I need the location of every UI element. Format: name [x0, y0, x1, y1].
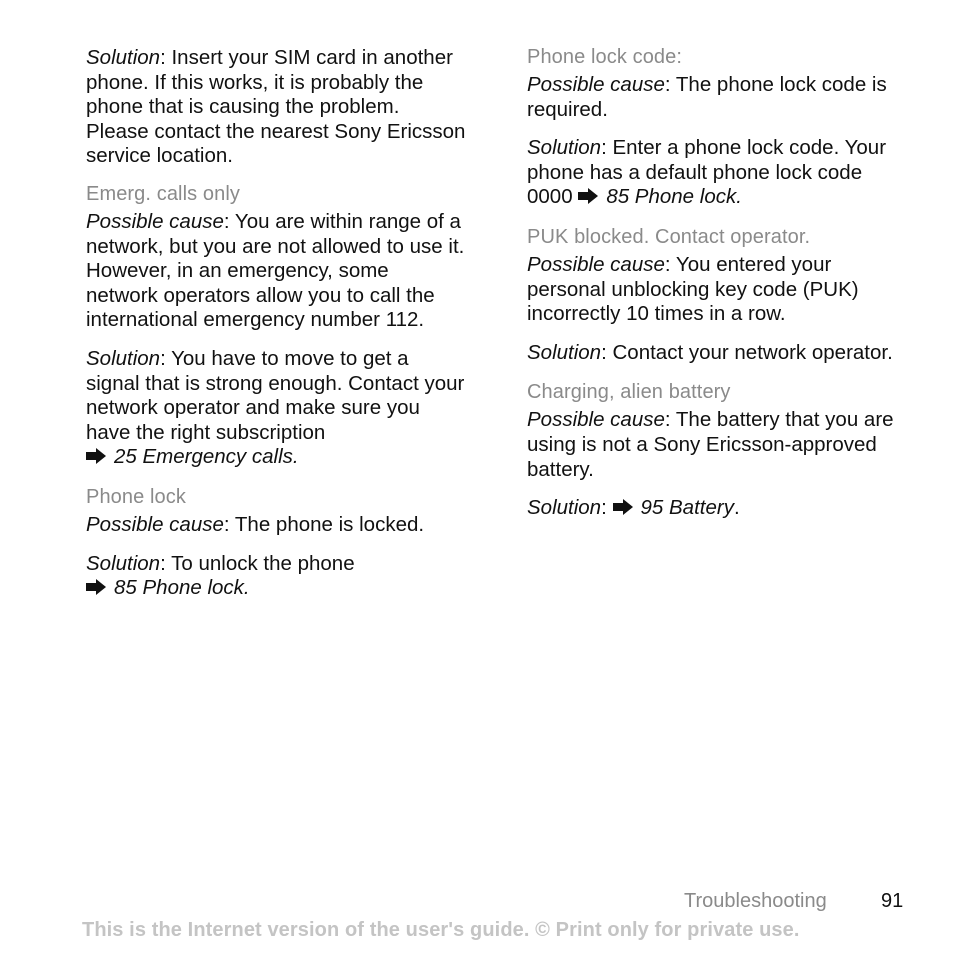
- solution-text: :: [601, 496, 607, 520]
- solution-text: : Insert your SIM card in another phone. If this works, it is probably the phone that is causing the problem. Please contact the nearest Sony Ericsson service location.: [86, 46, 466, 168]
- solution-label: Solution: [86, 551, 161, 575]
- emerg-cause-paragraph: [86, 210, 466, 333]
- solution-text: : You have to move to get a signal that is strong enough. Contact your network operator and make sure you have the right subscription: [86, 346, 465, 444]
- cause-text: : The phone lock code is required.: [527, 73, 887, 121]
- emerg-solution-paragraph: [86, 347, 466, 470]
- cause-label: Possible cause: [527, 408, 665, 432]
- solution-label: Solution: [527, 340, 602, 364]
- left-column: [86, 46, 466, 615]
- lock-cause-paragraph: [86, 513, 466, 538]
- heading-phone-lock: Phone lock: [86, 485, 186, 508]
- puk-solution-paragraph: [527, 341, 907, 366]
- heading-puk-blocked: PUK blocked. Contact operator.: [527, 225, 811, 248]
- charge-cause-paragraph: [527, 408, 907, 482]
- arrow-right-icon: [578, 188, 600, 204]
- cause-text: : The battery that you are using is not a Sony Ericsson-approved battery.: [527, 408, 894, 481]
- solution-label: Solution: [86, 46, 161, 69]
- sim-solution-paragraph: [86, 46, 466, 169]
- heading-phone-lock-code: Phone lock code:: [527, 46, 683, 68]
- arrow-right-icon: [86, 448, 108, 464]
- reference-link[interactable]: 85 Phone lock.: [114, 576, 250, 600]
- solution-text: : To unlock the phone: [160, 551, 355, 575]
- heading-emerg-calls: Emerg. calls only: [86, 182, 240, 205]
- puk-cause-paragraph: [527, 253, 907, 327]
- charge-solution-paragraph: [527, 496, 907, 521]
- cause-text: : You are within range of a network, but you are not allowed to use it. However, in an emergency, some network operators allow you to call the international emergency number 112.: [86, 209, 465, 332]
- cause-label: Possible cause: [527, 73, 665, 96]
- solution-label: Solution: [86, 346, 161, 370]
- page-number: 91: [881, 890, 904, 912]
- solution-label: Solution: [527, 136, 602, 160]
- cause-text: : You entered your personal unblocking key code (PUK) incorrectly 10 times in a row.: [527, 252, 859, 326]
- reference-link[interactable]: 95 Battery: [640, 496, 734, 520]
- arrow-right-icon: [86, 579, 108, 595]
- cause-label: Possible cause: [86, 512, 224, 536]
- cause-text: : The phone is locked.: [223, 512, 425, 536]
- footer-section-title: Troubleshooting: [684, 890, 827, 912]
- solution-text: : Contact your network operator.: [601, 340, 893, 364]
- heading-charging-alien-battery: Charging, alien battery: [527, 381, 731, 404]
- reference-link[interactable]: 25 Emergency calls.: [114, 445, 299, 469]
- code-cause-paragraph: [527, 73, 907, 122]
- sentence-end: .: [733, 496, 740, 520]
- code-solution-paragraph: [527, 136, 907, 210]
- cause-label: Possible cause: [527, 252, 665, 276]
- solution-text: : Enter a phone lock code. Your phone has a default phone lock code 0000: [527, 136, 887, 209]
- copyright-notice: This is the Internet version of the user's guide. © Print only for private use.: [82, 919, 800, 941]
- reference-link[interactable]: 85 Phone lock.: [606, 185, 742, 209]
- right-column: [527, 46, 907, 535]
- solution-label: Solution: [527, 496, 602, 520]
- arrow-right-icon: [613, 499, 635, 515]
- cause-label: Possible cause: [86, 209, 224, 233]
- lock-solution-paragraph: [86, 552, 466, 601]
